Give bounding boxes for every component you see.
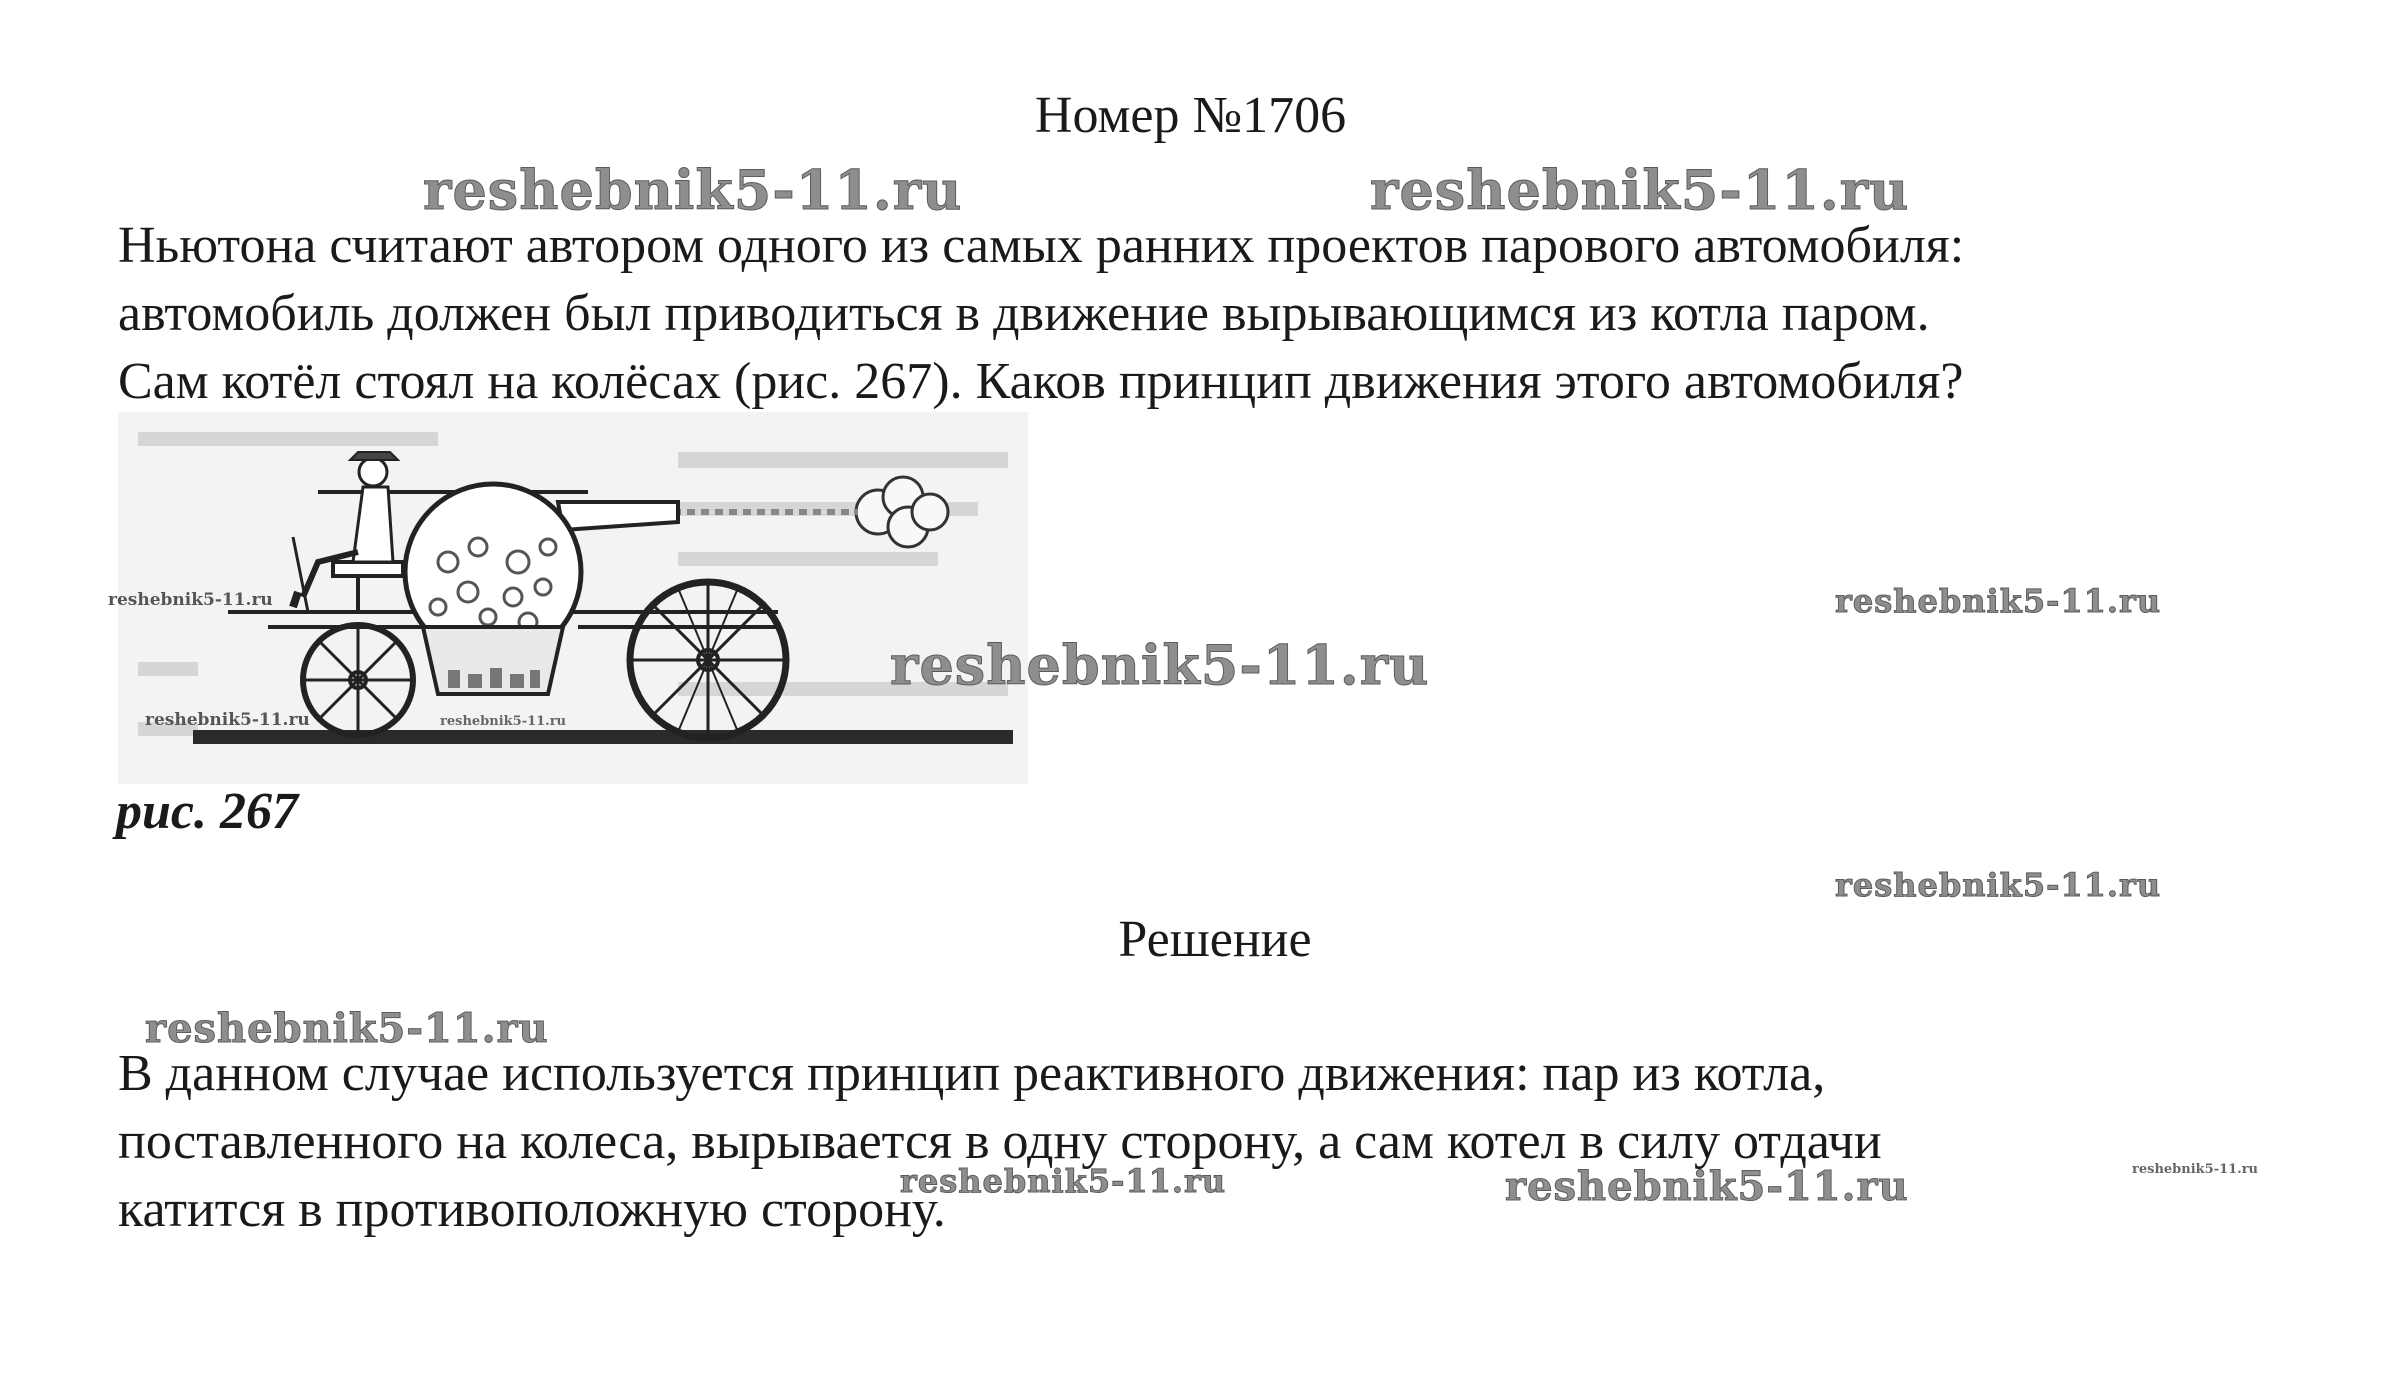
solution-line: катится в противоположную сторону. (118, 1181, 946, 1238)
solution-line: поставленного на колеса, вырывается в одну сторону, а сам котел в силу отдачи (118, 1113, 1882, 1170)
watermark: reshebnik5-11.ru (900, 1162, 1227, 1200)
watermark: reshebnik5-11.ru (1505, 1163, 1909, 1210)
watermark: reshebnik5-11.ru (108, 590, 273, 610)
watermark: reshebnik5-11.ru (1370, 158, 1910, 222)
watermark: reshebnik5-11.ru (423, 158, 963, 222)
figure-caption: рис. 267 (116, 783, 298, 840)
problem-line: Ньютона считают автором одного из самых ранних проектов парового автомобиля: (118, 217, 1965, 274)
page-title: Номер №1706 (1034, 87, 1347, 144)
watermark: reshebnik5-11.ru (1835, 866, 2162, 904)
watermark: reshebnik5-11.ru (145, 710, 310, 730)
watermark: reshebnik5-11.ru (1835, 582, 2162, 620)
solution-heading: Решение (1118, 911, 1312, 968)
problem-line: Сам котёл стоял на колёсах (рис. 267). Каков принцип движения этого автомобиля? (118, 353, 1964, 410)
solution-text (118, 1040, 1882, 1244)
watermark: reshebnik5-11.ru (890, 633, 1430, 697)
problem-text (118, 212, 2338, 416)
solution-line: В данном случае используется принцип реактивного движения: пар из котла, (118, 1045, 1826, 1102)
watermark: reshebnik5-11.ru (440, 714, 567, 729)
watermark: reshebnik5-11.ru (2132, 1162, 2259, 1177)
watermark: reshebnik5-11.ru (145, 1005, 549, 1052)
problem-line: автомобиль должен был приводиться в движение вырывающимся из котла паром. (118, 285, 1930, 342)
